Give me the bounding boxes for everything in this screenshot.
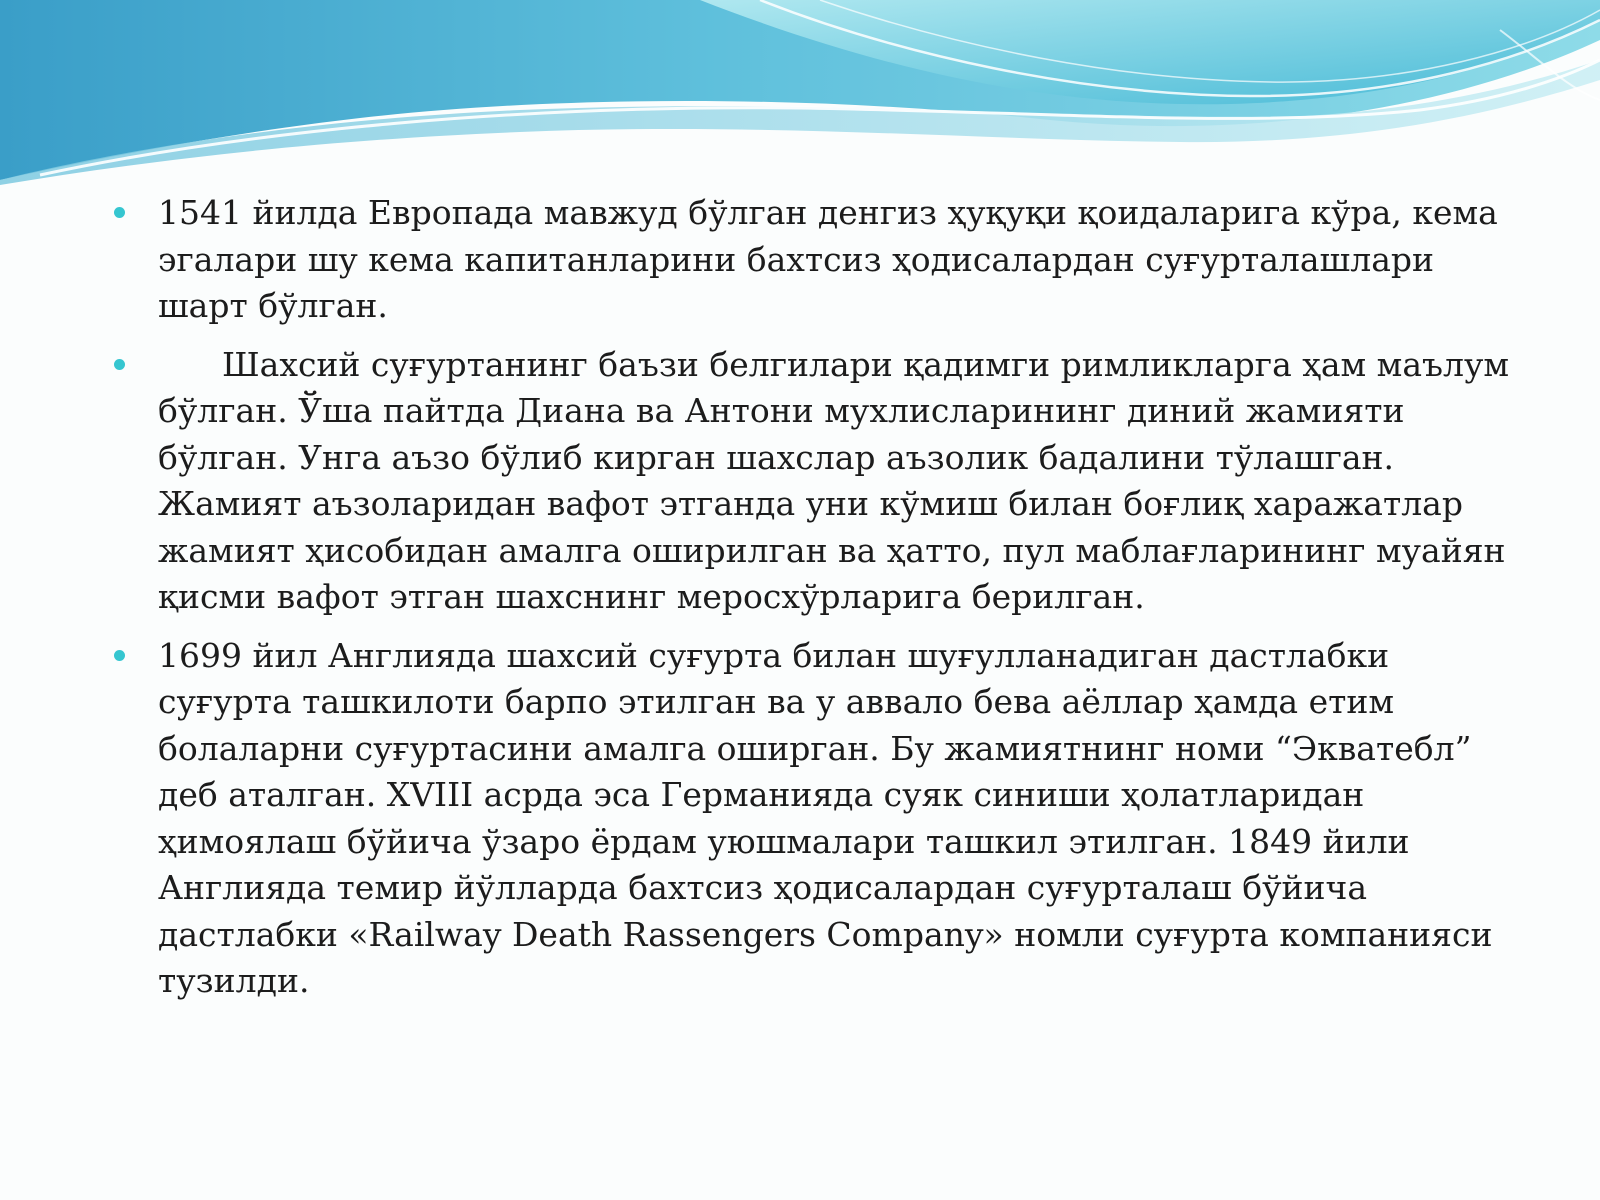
wave-header-decoration [0, 0, 1600, 200]
bullet-list [110, 190, 1510, 1017]
bullet-dot-icon [114, 650, 125, 661]
bullet-dot-icon [114, 207, 125, 218]
bullet-dot-icon [114, 359, 125, 370]
bullet-text: Шахсий суғуртанинг баъзи белгилари қадимги римликларга ҳам маълум бўлган. Ўша пайтда Диана ва Антони мухлисларининг диний жамияти бўлган. Унга аъзо бўлиб кирган шахслар аъзолик бадалини тўлашган. Жамият аъзоларидан вафот этганда уни кўмиш билан боғлиқ харажатлар жамият ҳисобидан амалга оширилган ва ҳатто, пул маблағларининг муайян қисми вафот этган шахснинг меросхўрларига берилган. [158, 344, 1510, 616]
bullet-text: 1699 йил Англияда шахсий суғурта билан шуғулланадиган дастлабки суғурта ташкилоти барпо этилган ва у аввало бева аёллар ҳамда етим болаларни суғуртасини амалга оширган. Бу жамиятнинг номи “Экватебл” деб аталган. XVIII асрда эса Германияда суяк синиши ҳолатларидан ҳимоялаш бўйича ўзаро ёрдам уюшмалари ташкил этилган. 1849 йили Англияда темир йўлларда бахтсиз ҳодисалардан суғурталаш бўйича дастлабки «Railway Death Rassengers Company» номли суғурта компанияси тузилди. [158, 635, 1493, 1000]
bullet-text: 1541 йилда Европада мавжуд бўлган денгиз ҳуқуқи қоидаларига кўра, кема эгалари шу кема капитанларини бахтсиз ҳодисалардан суғурталашлари шарт бўлган. [158, 193, 1498, 325]
list-item [110, 190, 1510, 330]
list-item [110, 342, 1510, 621]
list-item [110, 633, 1510, 1005]
